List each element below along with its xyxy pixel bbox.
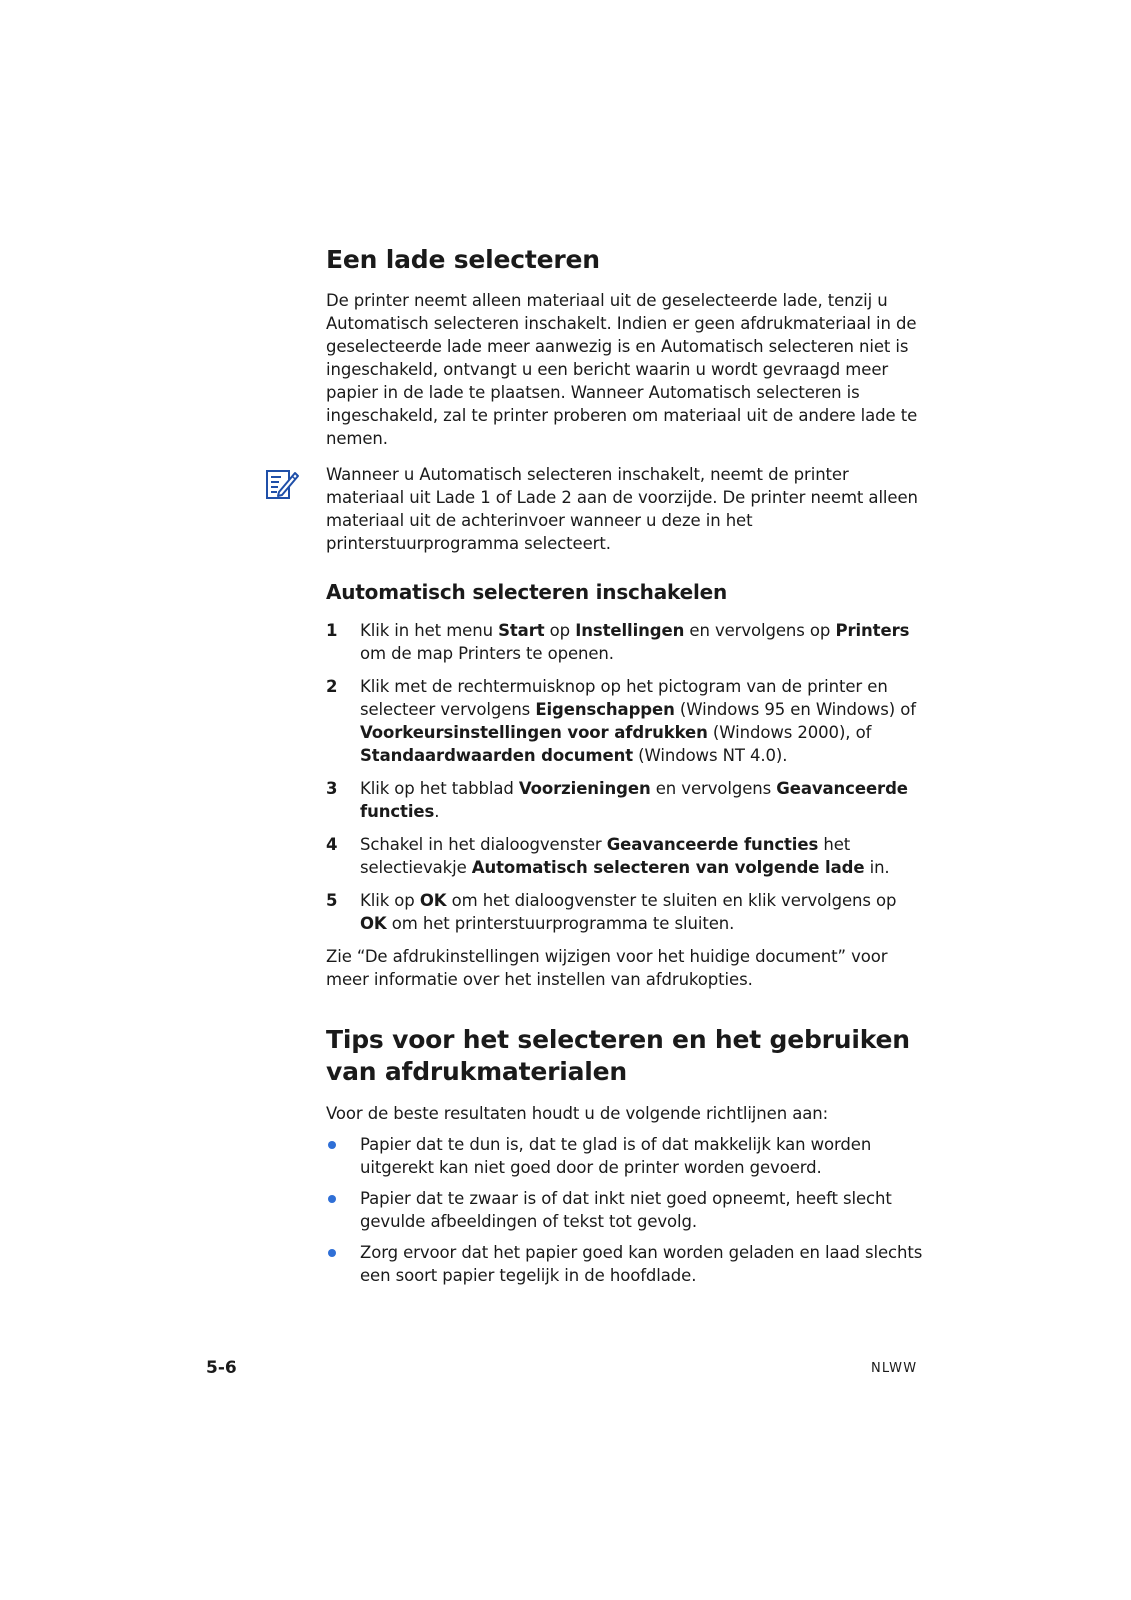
step-text: op: [544, 621, 576, 640]
step-text: (Windows 2000), of: [707, 723, 872, 742]
step-bold-term: Printers: [835, 621, 910, 640]
step-text: .: [434, 802, 440, 821]
bullet-icon: [328, 1249, 336, 1257]
step-text: Klik in het menu: [360, 621, 499, 640]
step-bold-term: Voorkeursinstellingen voor afdrukken: [360, 723, 708, 742]
tips-intro-paragraph: Voor de beste resultaten houdt u de volgende richtlijnen aan:: [326, 1104, 829, 1123]
note-block: [326, 463, 926, 555]
list-item: [326, 889, 926, 935]
list-item: [326, 777, 926, 823]
step-bold-term: Geavanceerde functies: [606, 835, 819, 854]
step-text: Schakel in het dialoogvenster: [360, 835, 607, 854]
step-text: en vervolgens op: [684, 621, 836, 640]
bullet-text: Zorg ervoor dat het papier goed kan worden geladen en laad slechts een soort papier tegelijk in de hoofdlade.: [360, 1243, 923, 1285]
step-number: 2: [326, 677, 338, 696]
list-item: [326, 675, 926, 767]
list-item: [326, 1187, 926, 1233]
section-title-lade: Een lade selecteren: [326, 245, 600, 274]
note-text: Wanneer u Automatisch selecteren inschakelt, neemt de printer materiaal uit Lade 1 of Lade 2 aan de voorzijde. De printer neemt alleen materiaal uit de achterinvoer wanneer u deze in het printerstuurprogramma selecteert.: [326, 465, 918, 553]
locale-code: NLWW: [871, 1361, 918, 1376]
subsection-title: Automatisch selecteren inschakelen: [326, 580, 728, 604]
step-text: en vervolgens: [650, 779, 777, 798]
step-text: Klik op: [360, 891, 420, 910]
bullet-text: Papier dat te zwaar is of dat inkt niet goed opneemt, heeft slecht gevulde afbeeldingen of tekst tot gevolg.: [360, 1189, 892, 1231]
step-bold-term: OK: [360, 914, 387, 933]
bullet-text: Papier dat te dun is, dat te glad is of dat makkelijk kan worden uitgerekt kan niet goed door de printer worden gevoerd.: [360, 1135, 872, 1177]
step-bold-term: Instellingen: [575, 621, 685, 640]
bullet-icon: [328, 1195, 336, 1203]
step-text: Klik met de rechtermuisknop op het pictogram van de printer en selecteer vervolgens: [360, 677, 888, 719]
reference-paragraph: Zie “De afdrukinstellingen wijzigen voor het huidige document” voor meer informatie over het instellen van afdrukopties.: [326, 947, 888, 989]
step-bold-term: Eigenschappen: [535, 700, 675, 719]
tips-list: [326, 1133, 926, 1287]
step-number: 1: [326, 621, 338, 640]
step-bold-term: Voorzieningen: [518, 779, 651, 798]
step-text: het selectievakje: [360, 835, 851, 877]
step-bold-term: OK: [419, 891, 447, 910]
step-text: om het dialoogvenster te sluiten en klik vervolgens op: [446, 891, 897, 910]
step-bold-term: Automatisch selecteren van volgende lade: [471, 858, 865, 877]
steps-list: [326, 619, 926, 935]
list-item: [326, 1241, 926, 1287]
page-content: [326, 244, 926, 1295]
page-number: 5-6: [206, 1358, 237, 1378]
section-intro-paragraph: De printer neemt alleen materiaal uit de geselecteerde lade, tenzij u Automatisch selecteren inschakelt. Indien er geen afdrukmateriaal in de geselecteerde lade meer aanwezig is en Automatisch selecteren niet is ingeschakeld, ontvangt u een bericht waarin u wordt gevraagd meer papier in de lade te plaatsen. Wanneer Automatisch selecteren is ingeschakeld, zal te printer proberen om materiaal uit de andere lade te nemen.: [326, 291, 918, 448]
step-text: (Windows NT 4.0).: [633, 746, 788, 765]
list-item: [326, 619, 926, 665]
step-bold-term: Geavanceerde functies: [360, 779, 908, 821]
step-bold-term: Standaardwaarden document: [360, 746, 634, 765]
step-text: (Windows 95 en Windows) of: [674, 700, 916, 719]
step-number: 4: [326, 835, 338, 854]
step-number: 5: [326, 891, 338, 910]
step-number: 3: [326, 779, 338, 798]
step-text: om het printerstuurprogramma te sluiten.: [386, 914, 735, 933]
list-item: [326, 1133, 926, 1179]
list-item: [326, 833, 926, 879]
step-text: om de map Printers te openen.: [360, 644, 614, 663]
step-text: Klik op het tabblad: [360, 779, 519, 798]
bullet-icon: [328, 1141, 336, 1149]
section-title-tips: Tips voor het selecteren en het gebruiken van afdrukmaterialen: [326, 1025, 910, 1086]
note-pencil-icon: [264, 465, 300, 501]
step-bold-term: Start: [498, 621, 545, 640]
step-text: in.: [864, 858, 890, 877]
